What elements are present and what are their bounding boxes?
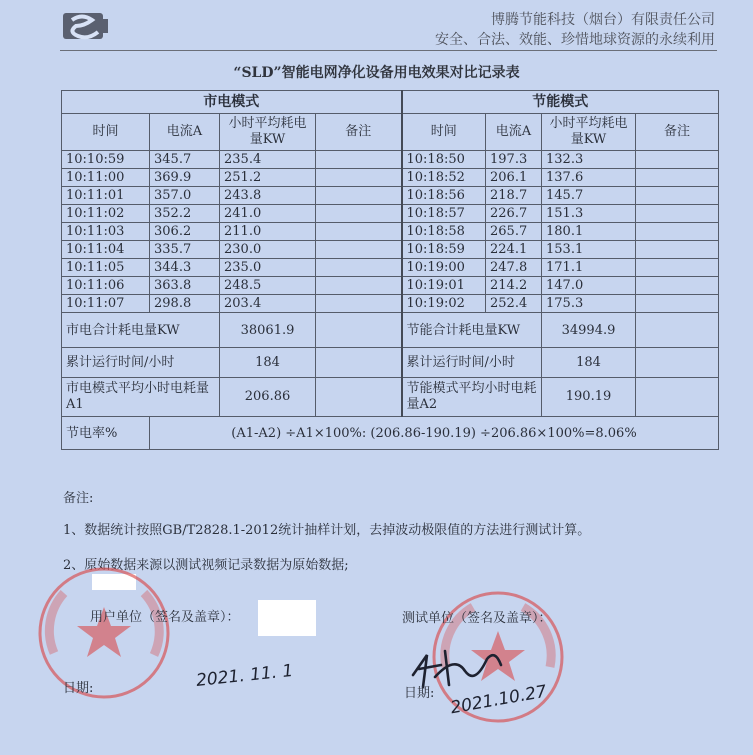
col-remark-right: 备注 (636, 114, 719, 151)
left-time-cell: 10:11:00 (62, 169, 150, 187)
saving-rate-row (62, 417, 719, 450)
right-remark-cell (636, 277, 719, 295)
page-title: “SLD”智能电网净化设备用电效果对比记录表 (233, 65, 520, 81)
left-time-cell: 10:11:03 (62, 223, 150, 241)
left-current-cell: 335.7 (150, 241, 220, 259)
saving-rate-label: 节电率% (62, 417, 150, 450)
table-row (62, 151, 719, 169)
left-avg-power-cell: 211.0 (220, 223, 316, 241)
left-current-cell: 306.2 (150, 223, 220, 241)
left-remark-cell (316, 205, 402, 223)
left-remark-cell (316, 169, 402, 187)
col-time-right: 时间 (402, 114, 486, 151)
right-current-cell: 206.1 (486, 169, 542, 187)
table-row (62, 259, 719, 277)
right-avg-label: 节能模式平均小时电耗量A2 (402, 378, 542, 417)
left-time-cell: 10:11:02 (62, 205, 150, 223)
user-unit-label: 用户单位（签名及盖章）： (90, 610, 240, 625)
right-runtime-value: 184 (542, 348, 636, 378)
left-avg-power-cell: 230.0 (220, 241, 316, 259)
data-rows (62, 151, 719, 313)
right-avg-power-cell: 180.1 (542, 223, 636, 241)
right-time-cell: 10:18:57 (402, 205, 486, 223)
right-time-cell: 10:19:01 (402, 277, 486, 295)
right-runtime-remark (636, 348, 719, 378)
table-row (62, 223, 719, 241)
right-remark-cell (636, 223, 719, 241)
right-remark-cell (636, 295, 719, 313)
left-current-cell: 352.2 (150, 205, 220, 223)
handwritten-date-left: 2021. 11. 1 (195, 660, 295, 692)
right-avg-remark (636, 378, 719, 417)
test-unit-label: 测试单位（签名及盖章）： (402, 611, 552, 626)
left-runtime-remark (316, 348, 402, 378)
left-runtime-value: 184 (220, 348, 316, 378)
right-avg-power-cell: 147.0 (542, 277, 636, 295)
left-time-cell: 10:11:04 (62, 241, 150, 259)
left-current-cell: 344.3 (150, 259, 220, 277)
left-avg-label: 市电模式平均小时电耗量A1 (62, 378, 220, 417)
right-time-cell: 10:18:52 (402, 169, 486, 187)
saving-rate-formula: (A1-A2) ÷A1×100%: (206.86-190.19) ÷206.86×100%=8.06% (150, 417, 719, 450)
right-current-cell: 197.3 (486, 151, 542, 169)
handwritten-date-right: 2021.10.27 (449, 681, 549, 719)
left-avg-power-cell: 243.8 (220, 187, 316, 205)
left-avg-power-cell: 203.4 (220, 295, 316, 313)
left-avg-power-cell: 235.4 (220, 151, 316, 169)
right-remark-cell (636, 169, 719, 187)
left-remark-cell (316, 151, 402, 169)
right-current-cell: 252.4 (486, 295, 542, 313)
left-remark-cell (316, 277, 402, 295)
table-row (62, 205, 719, 223)
right-avg-power-cell: 175.3 (542, 295, 636, 313)
right-time-cell: 10:18:59 (402, 241, 486, 259)
left-time-cell: 10:11:05 (62, 259, 150, 277)
total-row (62, 313, 719, 348)
right-total-remark (636, 313, 719, 348)
table-row (62, 295, 719, 313)
table-row (62, 187, 719, 205)
right-avg-power-cell: 171.1 (542, 259, 636, 277)
left-section-title: 市电模式 (62, 91, 402, 114)
date-label-left: 日期: (63, 681, 94, 696)
left-current-cell: 369.9 (150, 169, 220, 187)
left-current-cell: 363.8 (150, 277, 220, 295)
col-avg-power-right: 小时平均耗电量KW (542, 114, 636, 151)
date-label-right: 日期: (404, 686, 435, 701)
left-remark-cell (316, 259, 402, 277)
col-time-left: 时间 (62, 114, 150, 151)
left-avg-power-cell: 241.0 (220, 205, 316, 223)
left-time-cell: 10:11:06 (62, 277, 150, 295)
right-remark-cell (636, 151, 719, 169)
col-current-right: 电流A (486, 114, 542, 151)
section-header-row (62, 91, 719, 114)
right-time-cell: 10:19:02 (402, 295, 486, 313)
right-time-cell: 10:19:00 (402, 259, 486, 277)
user-company-seal-icon (34, 563, 174, 703)
left-current-cell: 298.8 (150, 295, 220, 313)
right-current-cell: 247.8 (486, 259, 542, 277)
note-item-2: 2、原始数据来源以测试视频记录数据为原始数据; (63, 558, 349, 573)
right-current-cell: 218.7 (486, 187, 542, 205)
average-row (62, 378, 719, 417)
right-avg-power-cell: 137.6 (542, 169, 636, 187)
right-avg-power-cell: 153.1 (542, 241, 636, 259)
note-item-1: 1、数据统计按照GB/T2828.1-2012统计抽样计划，去掉波动极限值的方法进行测试计算。 (63, 523, 591, 538)
header-divider (60, 50, 717, 51)
left-total-value: 38061.9 (220, 313, 316, 348)
right-current-cell: 226.7 (486, 205, 542, 223)
right-runtime-label: 累计运行时间/小时 (402, 348, 542, 378)
left-remark-cell (316, 295, 402, 313)
col-remark-left: 备注 (316, 114, 402, 151)
right-current-cell: 214.2 (486, 277, 542, 295)
right-time-cell: 10:18:56 (402, 187, 486, 205)
table-row (62, 241, 719, 259)
right-time-cell: 10:18:58 (402, 223, 486, 241)
redaction-mark (258, 600, 316, 636)
col-avg-power-left: 小时平均耗电量KW (220, 114, 316, 151)
column-header-row (62, 114, 719, 151)
right-remark-cell (636, 259, 719, 277)
right-current-cell: 224.1 (486, 241, 542, 259)
company-slogan: 安全、合法、效能、珍惜地球资源的永续利用 (435, 32, 715, 48)
left-current-cell: 357.0 (150, 187, 220, 205)
left-remark-cell (316, 223, 402, 241)
company-name: 博腾节能科技（烟台）有限责任公司 (491, 12, 715, 28)
left-current-cell: 345.7 (150, 151, 220, 169)
right-remark-cell (636, 187, 719, 205)
table-row (62, 169, 719, 187)
left-remark-cell (316, 241, 402, 259)
left-runtime-label: 累计运行时间/小时 (62, 348, 220, 378)
right-avg-value: 190.19 (542, 378, 636, 417)
right-section-title: 节能模式 (402, 91, 719, 114)
right-avg-power-cell: 132.3 (542, 151, 636, 169)
left-total-remark (316, 313, 402, 348)
left-avg-remark (316, 378, 402, 417)
sld-logo-icon (62, 10, 108, 42)
left-time-cell: 10:11:07 (62, 295, 150, 313)
right-remark-cell (636, 241, 719, 259)
left-avg-power-cell: 235.0 (220, 259, 316, 277)
right-avg-power-cell: 151.3 (542, 205, 636, 223)
left-remark-cell (316, 187, 402, 205)
left-avg-power-cell: 248.5 (220, 277, 316, 295)
right-remark-cell (636, 205, 719, 223)
left-avg-value: 206.86 (220, 378, 316, 417)
notes-label: 备注: (63, 491, 94, 506)
right-total-value: 34994.9 (542, 313, 636, 348)
right-total-label: 节能合计耗电量KW (402, 313, 542, 348)
left-time-cell: 10:11:01 (62, 187, 150, 205)
left-time-cell: 10:10:59 (62, 151, 150, 169)
table-row (62, 277, 719, 295)
comparison-table (61, 90, 719, 450)
right-time-cell: 10:18:50 (402, 151, 486, 169)
col-current-left: 电流A (150, 114, 220, 151)
right-current-cell: 265.7 (486, 223, 542, 241)
runtime-row (62, 348, 719, 378)
right-avg-power-cell: 145.7 (542, 187, 636, 205)
left-total-label: 市电合计耗电量KW (62, 313, 220, 348)
left-avg-power-cell: 251.2 (220, 169, 316, 187)
